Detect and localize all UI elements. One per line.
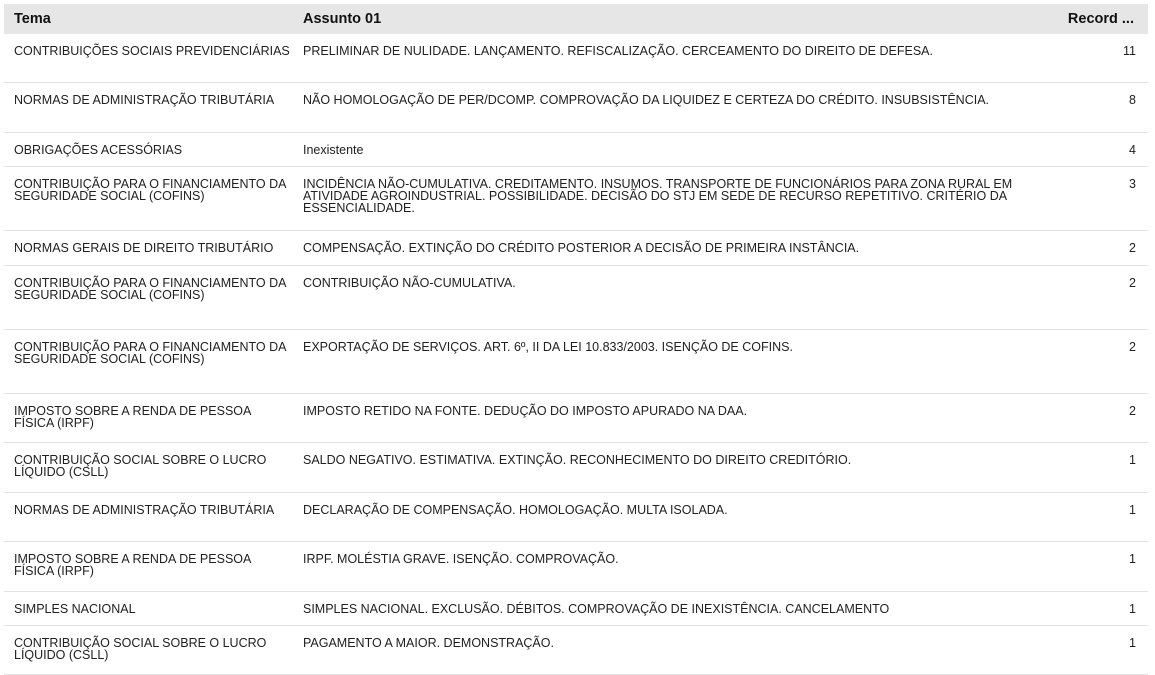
- cell-assunto: SIMPLES NACIONAL. EXCLUSÃO. DÉBITOS. COMPROVAÇÃO DE INEXISTÊNCIA. CANCELAMENTO: [303, 602, 890, 616]
- cell-assunto: INCIDÊNCIA NÃO-CUMULATIVA. CREDITAMENTO. INSUMOS. TRANSPORTE DE FUNCIONÁRIOS PARA ZONA RURAL EM ATIVIDADE AGROINDUSTRIAL. POSSIBILIDADE. DECISÃO DO STJ EM SEDE DE RECURSO REPETITIVO. CRITÉRIO DA ESSENCIALIDADE.: [303, 177, 1013, 215]
- cell-assunto: DECLARAÇÃO DE COMPENSAÇÃO. HOMOLOGAÇÃO. MULTA ISOLADA.: [303, 503, 728, 517]
- cell-assunto: EXPORTAÇÃO DE SERVIÇOS. ART. 6º, II DA LEI 10.833/2003. ISENÇÃO DE COFINS.: [303, 340, 793, 354]
- cell-tema: NORMAS GERAIS DE DIREITO TRIBUTÁRIO: [14, 241, 274, 255]
- cell-record-count: 2: [1129, 241, 1136, 255]
- table-row: [4, 330, 1148, 394]
- table-row: [4, 443, 1148, 493]
- cell-assunto: CONTRIBUIÇÃO NÃO-CUMULATIVA.: [303, 276, 516, 290]
- cell-record-count: 3: [1129, 177, 1136, 191]
- cell-tema: CONTRIBUIÇÃO SOCIAL SOBRE O LUCRO LÍQUIDO (CSLL): [14, 636, 267, 662]
- cell-record-count: 2: [1129, 404, 1136, 418]
- table-row: [4, 542, 1148, 592]
- table-row: [4, 83, 1148, 133]
- cell-tema: CONTRIBUIÇÃO PARA O FINANCIAMENTO DA SEGURIDADE SOCIAL (COFINS): [14, 177, 286, 203]
- table-header: [4, 4, 1148, 34]
- cell-assunto: IMPOSTO RETIDO NA FONTE. DEDUÇÃO DO IMPOSTO APURADO NA DAA.: [303, 404, 748, 418]
- cell-tema: SIMPLES NACIONAL: [14, 602, 136, 616]
- cell-assunto: Inexistente: [303, 143, 364, 157]
- cell-assunto: SALDO NEGATIVO. ESTIMATIVA. EXTINÇÃO. RECONHECIMENTO DO DIREITO CREDITÓRIO.: [303, 453, 852, 467]
- cell-assunto: IRPF. MOLÉSTIA GRAVE. ISENÇÃO. COMPROVAÇÃO.: [303, 552, 619, 566]
- table-row: [4, 34, 1148, 83]
- table-row: [4, 394, 1148, 443]
- cell-tema: NORMAS DE ADMINISTRAÇÃO TRIBUTÁRIA: [14, 93, 275, 107]
- cell-record-count: 1: [1129, 636, 1136, 650]
- cell-assunto: PAGAMENTO A MAIOR. DEMONSTRAÇÃO.: [303, 636, 554, 650]
- table-row: [4, 167, 1148, 231]
- cell-tema: CONTRIBUIÇÃO PARA O FINANCIAMENTO DA SEGURIDADE SOCIAL (COFINS): [14, 340, 286, 366]
- cell-tema: NORMAS DE ADMINISTRAÇÃO TRIBUTÁRIA: [14, 503, 275, 517]
- column-header-assunto[interactable]: Assunto 01: [303, 11, 382, 27]
- cell-tema: OBRIGAÇÕES ACESSÓRIAS: [14, 143, 183, 157]
- cell-tema: IMPOSTO SOBRE A RENDA DE PESSOA FÍSICA (IRPF): [14, 552, 251, 578]
- cell-record-count: 2: [1129, 340, 1136, 354]
- cell-assunto: COMPENSAÇÃO. EXTINÇÃO DO CRÉDITO POSTERIOR A DECISÃO DE PRIMEIRA INSTÂNCIA.: [303, 241, 860, 255]
- table-row: [4, 266, 1148, 330]
- table-row: [4, 133, 1148, 167]
- cell-tema: CONTRIBUIÇÕES SOCIAIS PREVIDENCIÁRIAS: [14, 44, 290, 58]
- cell-record-count: 1: [1129, 503, 1136, 517]
- cell-record-count: 1: [1129, 552, 1136, 566]
- cell-assunto: NÃO HOMOLOGAÇÃO DE PER/DCOMP. COMPROVAÇÃO DA LIQUIDEZ E CERTEZA DO CRÉDITO. INSUBSISTÊNCIA.: [303, 93, 989, 107]
- cell-assunto: PRELIMINAR DE NULIDADE. LANÇAMENTO. REFISCALIZAÇÃO. CERCEAMENTO DO DIREITO DE DEFESA.: [303, 44, 933, 58]
- cell-record-count: 1: [1129, 602, 1136, 616]
- cell-record-count: 11: [1123, 44, 1136, 58]
- column-header-tema[interactable]: Tema: [14, 11, 51, 27]
- cell-record-count: 2: [1129, 276, 1136, 290]
- table-row: [4, 231, 1148, 266]
- cell-tema: CONTRIBUIÇÃO PARA O FINANCIAMENTO DA SEGURIDADE SOCIAL (COFINS): [14, 276, 286, 302]
- table-row: [4, 592, 1148, 626]
- cell-record-count: 1: [1129, 453, 1136, 467]
- cell-record-count: 8: [1129, 93, 1136, 107]
- cell-tema: IMPOSTO SOBRE A RENDA DE PESSOA FÍSICA (IRPF): [14, 404, 251, 430]
- table-row: [4, 493, 1148, 542]
- column-header-record-count[interactable]: Record ...: [1067, 13, 1134, 25]
- cell-record-count: 4: [1129, 143, 1136, 157]
- table-row: [4, 626, 1148, 675]
- records-table: [4, 4, 1148, 675]
- cell-tema: CONTRIBUIÇÃO SOCIAL SOBRE O LUCRO LÍQUIDO (CSLL): [14, 453, 267, 479]
